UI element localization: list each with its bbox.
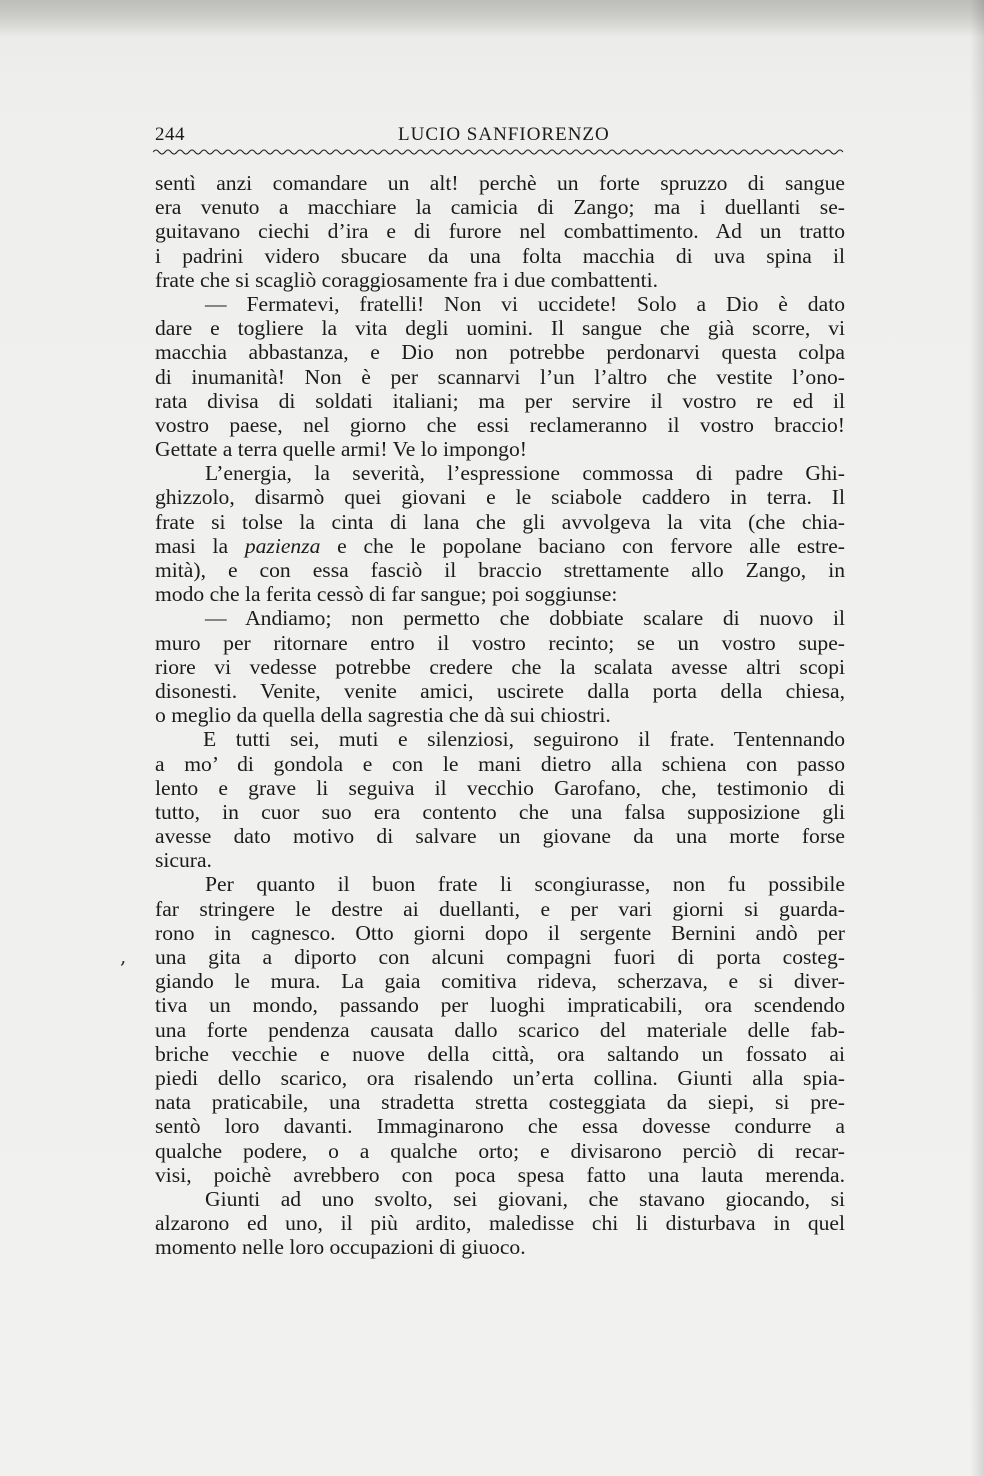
text-line: una gita a diporto con alcuni compagni fuori di porta costeg- [155,945,845,969]
text-line: giando le mura. La gaia comitiva rideva, scherzava, e si diver- [155,969,845,994]
text-line: i padrini videro sbucare da una folta macchia di uva spina il [155,243,845,268]
text-line: alzarono ed uno, il più ardito, maledisse chi li disturbava in quel [155,1211,845,1236]
italic-word: pazienza [244,533,321,558]
text-line: L’energia, la severità, l’espressione commossa di padre Ghi- [205,461,845,486]
text-line: Gettate a terra quelle armi! Ve lo impongo! [155,437,527,462]
text-line: dare e togliere la vita degli uomini. Il sangue che già scorre, vi [155,316,845,341]
text-line: era venuto a macchiare la camicia di Zango; ma i duellanti se- [155,195,845,220]
text-line: — Andiamo; non permetto che dobbiate scalare di nuovo il [205,606,845,631]
text-line: una forte pendenza causata dallo scarico del materiale delle fab- [155,1017,845,1042]
text-line: rata divisa di soldati italiani; ma per servire il vostro re ed il [155,388,845,413]
body-text [155,171,845,1259]
text-line: disonesti. Venite, venite amici, uscirete dalla porta della chiesa, [155,678,845,703]
text-line: masi la pazienza e che le popolane baciano con fervore alle estre- [155,533,845,558]
scan-right-edge [970,0,984,1476]
text-line: macchia abbastanza, e Dio non potrebbe perdonarvi questa colpa [155,340,845,365]
text-line: momento nelle loro occupazioni di giuoco. [155,1235,526,1260]
page-number: 244 [155,124,185,145]
text-line: a mo’ di gondola e con le mani dietro alla schiena con passo [155,751,845,776]
text-line: mità), e con essa fasciò il braccio strettamente allo Zango, in [155,558,845,582]
text-line: sentò loro davanti. Immaginarono che essa dovesse condurre a [155,1114,845,1139]
text-line: nata praticabile, una stradetta stretta costeggiata da siepi, si pre- [155,1090,845,1115]
margin-mark: , [120,944,127,968]
text-line: Giunti ad uno svolto, sei giovani, che stavano giocando, si [205,1186,845,1211]
text-line: visi, poichè avrebbero con poca spesa fatto una lauta merenda. [155,1162,845,1187]
text-line: frate che si scagliò coraggiosamente fra i due combattenti. [155,267,659,292]
text-line: riore vi vedesse potrebbe credere che la scalata avesse altri scopi [155,654,845,679]
text-line: ghizzolo, disarmò quei giovani e le sciabole caddero in terra. Il [155,485,845,510]
text-line: sicura. [155,848,212,873]
text-line: vostro paese, nel giorno che essi reclameranno il vostro braccio! [155,412,845,437]
text-line: — Fermatevi, fratelli! Non vi uccidete! Solo a Dio è dato [205,291,845,316]
text-line: Per quanto il buon frate li scongiurasse, non fu possibile [205,872,845,897]
page-header [155,118,845,158]
text-line: rono in cagnesco. Otto giorni dopo il sergente Bernini andò per [155,920,845,945]
text-line: di inumanità! Non è per scannarvi l’un l’altro che vestite l’ono- [155,364,845,389]
text-line: tiva un mondo, passando per luoghi impraticabili, ora scendendo [155,993,845,1018]
running-title: LUCIO SANFIORENZO [398,124,610,145]
text-line: far stringere le destre ai duellanti, e per vari giorni si guarda- [155,896,845,921]
text-line: avesse dato motivo di salvare un giovane da una morte forse [155,824,845,849]
text-line: qualche podere, o a qualche orto; e divisarono perciò di recar- [155,1138,845,1163]
text-line: piedi dello scarico, ora risalendo un’erta collina. Giunti alla spia- [155,1065,845,1090]
scan-top-shadow [0,0,984,36]
text-line: muro per ritornare entro il vostro recinto; se un vostro supe- [155,630,845,655]
text-line: lento e grave li seguiva il vecchio Garofano, che, testimonio di [155,775,845,800]
text-line: sentì anzi comandare un alt! perchè un forte spruzzo di sangue [155,171,845,195]
wavy-header-rule [153,148,845,156]
text-line: frate si tolse la cinta di lana che gli avvolgeva la vita (che chia- [155,509,845,534]
text-line: briche vecchie e nuove della città, ora saltando un fossato ai [155,1041,845,1066]
text-line: modo che la ferita cessò di far sangue; poi soggiunse: [155,582,618,607]
text-line: tutto, in cuor suo era contento che una falsa supposizione gli [155,799,845,824]
text-line: o meglio da quella della sagrestia che dà sui chiostri. [155,703,611,728]
text-line: guitavano ciechi d’ira e di furore nel combattimento. Ad un tratto [155,219,845,244]
text-line: E tutti sei, muti e silenziosi, seguirono il frate. Tentennando [203,727,845,752]
